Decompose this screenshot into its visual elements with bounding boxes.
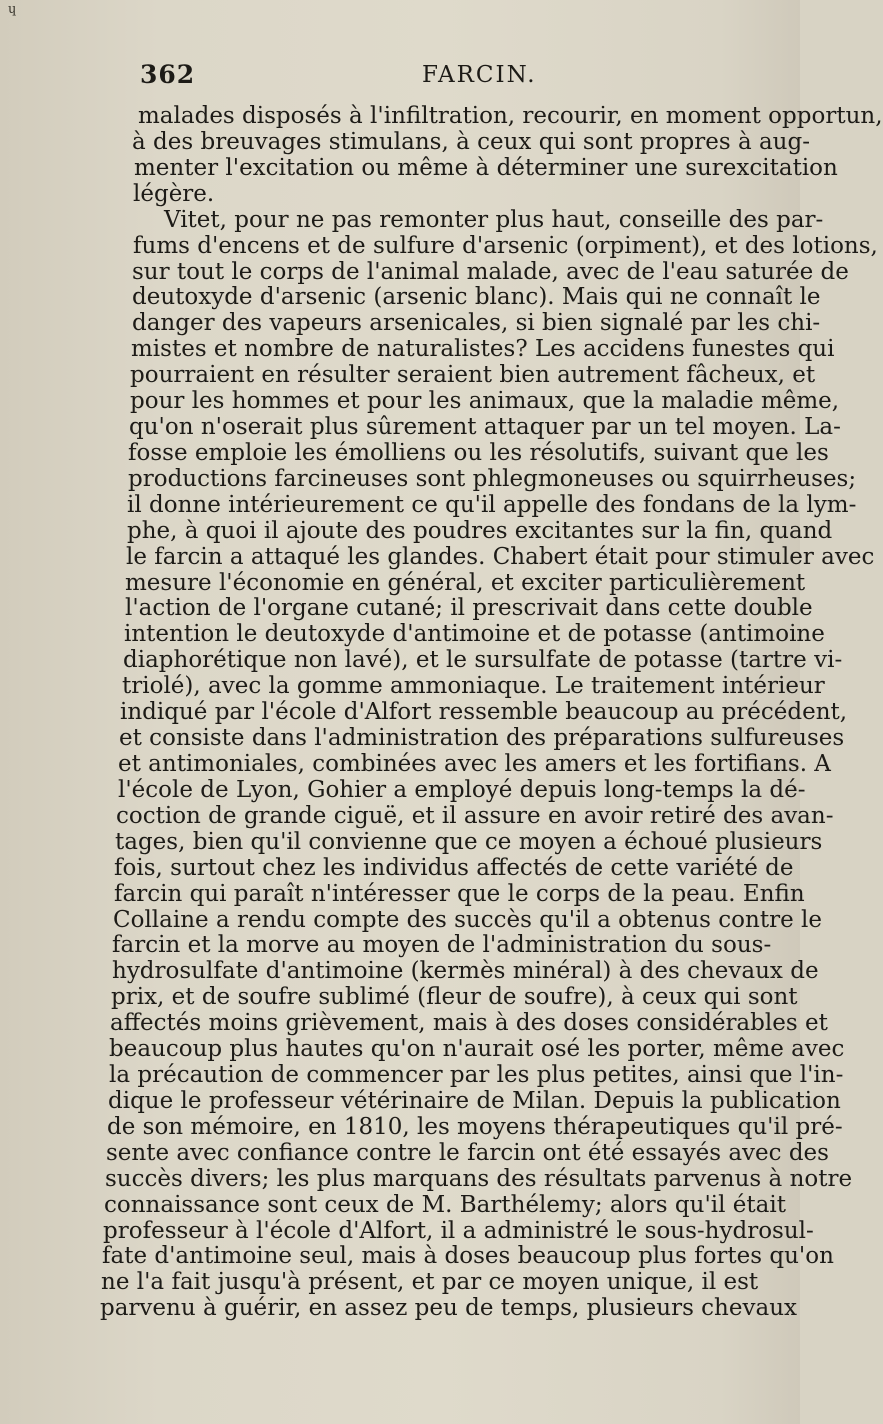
text-line: succès divers; les plus marquans des résultats parvenus à notre bbox=[105, 1165, 853, 1192]
text-line: pour les hommes et pour les animaux, que la maladie même, bbox=[130, 388, 840, 415]
text-line: mesure l'économie en général, et exciter particulièrement bbox=[125, 569, 806, 596]
text-line: professeur à l'école d'Alfort, il a administré le sous-hydrosul- bbox=[103, 1217, 814, 1244]
text-line: indiqué par l'école d'Alfort ressemble beaucoup au précédent, bbox=[120, 699, 848, 726]
text-line: hydrosulfate d'antimoine (kermès minéral) à des chevaux de bbox=[112, 958, 819, 985]
text-line: danger des vapeurs arsenicales, si bien signalé par les chi- bbox=[132, 310, 821, 337]
text-line: malades disposés à l'infiltration, recourir, en moment opportun, bbox=[138, 103, 883, 129]
text-line: fums d'encens et de sulfure d'arsenic (orpiment), et des lotions, bbox=[133, 232, 878, 259]
text-line: de son mémoire, en 1810, les moyens thérapeutiques qu'il pré- bbox=[107, 1113, 843, 1140]
text-line: sente avec confiance contre le farcin ont été essayés avec des bbox=[106, 1139, 829, 1166]
text-line: productions farcineuses sont phlegmoneuses ou squirrheuses; bbox=[128, 465, 857, 492]
text-line: fois, surtout chez les individus affectés de cette variété de bbox=[114, 854, 794, 881]
text-line: et consiste dans l'administration des préparations sulfureuses bbox=[119, 725, 845, 752]
text-line: parvenu à guérir, en assez peu de temps, plusieurs chevaux bbox=[100, 1295, 797, 1322]
text-line: affectés moins grièvement, mais à des doses considérables et bbox=[110, 1010, 828, 1037]
text-line: farcin qui paraît n'intéresser que le corps de la peau. Enfin bbox=[114, 880, 805, 907]
text-line: fosse emploie les émolliens ou les résolutifs, suivant que les bbox=[128, 439, 829, 466]
text-line: diaphorétique non lavé), et le sursulfate de potasse (tartre vi- bbox=[123, 647, 843, 674]
text-line: l'école de Lyon, Gohier a employé depuis long-temps la dé- bbox=[118, 776, 806, 803]
text-line: dique le professeur vétérinaire de Milan. Depuis la publication bbox=[108, 1087, 841, 1114]
page-number: 362 bbox=[140, 60, 196, 89]
text-line: la précaution de commencer par les plus petites, ainsi que l'in- bbox=[109, 1062, 844, 1089]
text-line: connaissance sont ceux de M. Barthélemy; alors qu'il était bbox=[104, 1191, 786, 1218]
text-line: tages, bien qu'il convienne que ce moyen a échoué plusieurs bbox=[115, 828, 823, 855]
running-title: FARCIN. bbox=[422, 62, 537, 88]
text-line: et antimoniales, combinées avec les amers et les fortifians. A bbox=[118, 751, 831, 777]
text-line: triolé), avec la gomme ammoniaque. Le traitement intérieur bbox=[122, 673, 825, 700]
text-line: Vitet, pour ne pas remonter plus haut, conseille des par- bbox=[164, 206, 824, 233]
text-line: légère. bbox=[133, 180, 215, 207]
text-line: deutoxyde d'arsenic (arsenic blanc). Mais qui ne connaît le bbox=[132, 284, 821, 311]
text-line: intention le deutoxyde d'antimoine et de potasse (antimoine bbox=[124, 621, 825, 648]
text-line: ne l'a fait jusqu'à présent, et par ce moyen unique, il est bbox=[101, 1269, 759, 1296]
text-line: qu'on n'oserait plus sûrement attaquer par un tel moyen. La- bbox=[129, 414, 841, 441]
text-line: coction de grande ciguë, et il assure en avoir retiré des avan- bbox=[116, 802, 834, 829]
text-line: mistes et nombre de naturalistes? Les accidens funestes qui bbox=[131, 336, 835, 363]
text-line: fate d'antimoine seul, mais à doses beaucoup plus fortes qu'on bbox=[102, 1243, 834, 1270]
text-line: prix, et de soufre sublimé (fleur de soufre), à ceux qui sont bbox=[111, 984, 798, 1011]
text-line: l'action de l'organe cutané; il prescrivait dans cette double bbox=[125, 595, 813, 622]
text-line: farcin et la morve au moyen de l'administration du sous- bbox=[112, 932, 772, 959]
text-line: à des breuvages stimulans, à ceux qui sont propres à aug- bbox=[132, 128, 810, 155]
text-line: beaucoup plus hautes qu'on n'aurait osé les porter, même avec bbox=[109, 1036, 845, 1063]
text-line: sur tout le corps de l'animal malade, avec de l'eau saturée de bbox=[132, 258, 849, 285]
text-line: le farcin a attaqué les glandes. Chabert était pour stimuler avec bbox=[126, 543, 875, 570]
corner-mark: ɥ bbox=[8, 2, 17, 17]
text-line: menter l'excitation ou même à déterminer une surexcitation bbox=[134, 154, 838, 181]
text-line: il donne intérieurement ce qu'il appelle des fondans de la lym- bbox=[127, 491, 857, 518]
text-line: phe, à quoi il ajoute des poudres excitantes sur la fin, quand bbox=[127, 517, 833, 544]
text-line: pourraient en résulter seraient bien autrement fâcheux, et bbox=[130, 362, 816, 389]
text-line: Collaine a rendu compte des succès qu'il a obtenus contre le bbox=[113, 906, 822, 933]
